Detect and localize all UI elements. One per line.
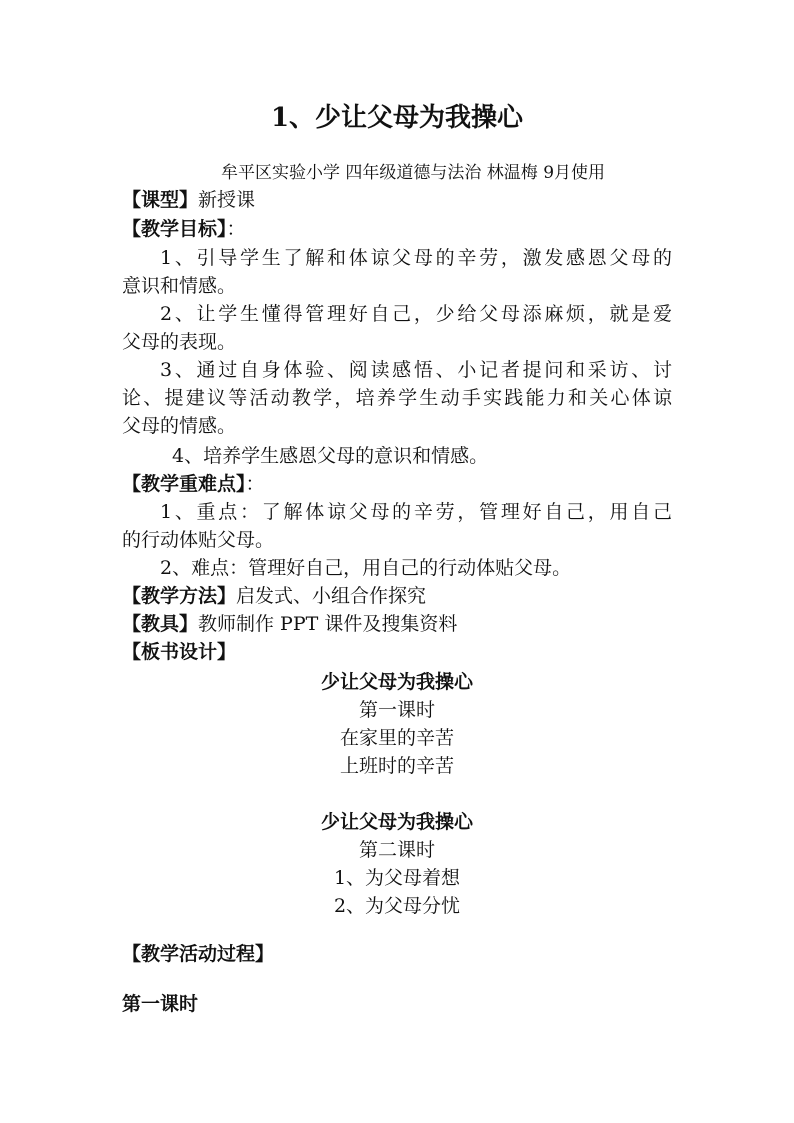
objective-2-line-2: 父母的表现。 <box>122 331 237 353</box>
method-label: 【教学方法】 <box>122 585 237 607</box>
tools-label: 【教具】 <box>122 613 199 635</box>
objective-1-line-2: 意识和情感。 <box>122 275 237 297</box>
lesson-type-label: 【课型】 <box>122 189 199 211</box>
objectives-heading <box>122 215 246 243</box>
first-lesson-heading: 第一课时 <box>122 993 199 1015</box>
document-title: 1、少让父母为我操心 <box>270 103 524 133</box>
objectives-label: 【教学目标】 <box>122 218 227 240</box>
objective-1-line-1: 1、引导学生了解和体谅父母的辛劳，激发感恩父母的 <box>160 247 672 269</box>
board-1-line-2: 上班时的辛苦 <box>339 755 454 777</box>
board-1-lesson: 第一课时 <box>358 699 435 721</box>
board-2-line-1: 1、为父母着想 <box>333 867 461 889</box>
objective-4: 4、培养学生感恩父母的意识和情感。 <box>172 445 489 467</box>
tools-line <box>122 610 457 638</box>
lesson-type-value: 新授课 <box>198 189 256 211</box>
key-point-2: 2、难点：管理好自己，用自己的行动体贴父母。 <box>160 557 572 579</box>
board-2-lesson: 第二课时 <box>358 839 435 861</box>
board-2-line-2: 2、为父母分忧 <box>333 895 461 917</box>
key-point-1-line-1: 1、重点：了解体谅父母的辛劳，管理好自己，用自己 <box>160 501 672 523</box>
board-2-title: 少让父母为我操心 <box>320 811 473 833</box>
board-1-title: 少让父母为我操心 <box>320 671 473 693</box>
key-points-label: 【教学重难点】 <box>122 473 246 495</box>
byline: 牟平区实验小学 四年级道德与法治 林温梅 9月使用 <box>220 163 606 183</box>
objectives-suffix: ： <box>226 218 246 240</box>
objective-3-line-1: 3、通过自身体验、阅读感悟、小记者提问和采访、讨 <box>160 359 672 381</box>
key-points-heading <box>122 470 265 498</box>
tools-value: 教师制作 PPT 课件及搜集资料 <box>198 613 458 635</box>
process-heading: 【教学活动过程】 <box>122 943 275 965</box>
method-line <box>122 582 426 610</box>
lesson-type-line <box>122 186 255 214</box>
key-points-suffix: ： <box>245 473 265 495</box>
objective-3-line-2: 论、提建议等活动教学，培养学生动手实践能力和关心体谅 <box>122 387 672 409</box>
key-point-1-line-2: 的行动体贴父母。 <box>122 529 275 551</box>
board-design-label: 【板书设计】 <box>122 641 237 663</box>
method-value: 启发式、小组合作探究 <box>236 585 427 607</box>
objective-3-line-3: 父母的情感。 <box>122 415 237 437</box>
objective-2-line-1: 2、让学生懂得管理好自己，少给父母添麻烦，就是爱 <box>160 303 672 325</box>
board-1-line-1: 在家里的辛苦 <box>339 727 454 749</box>
